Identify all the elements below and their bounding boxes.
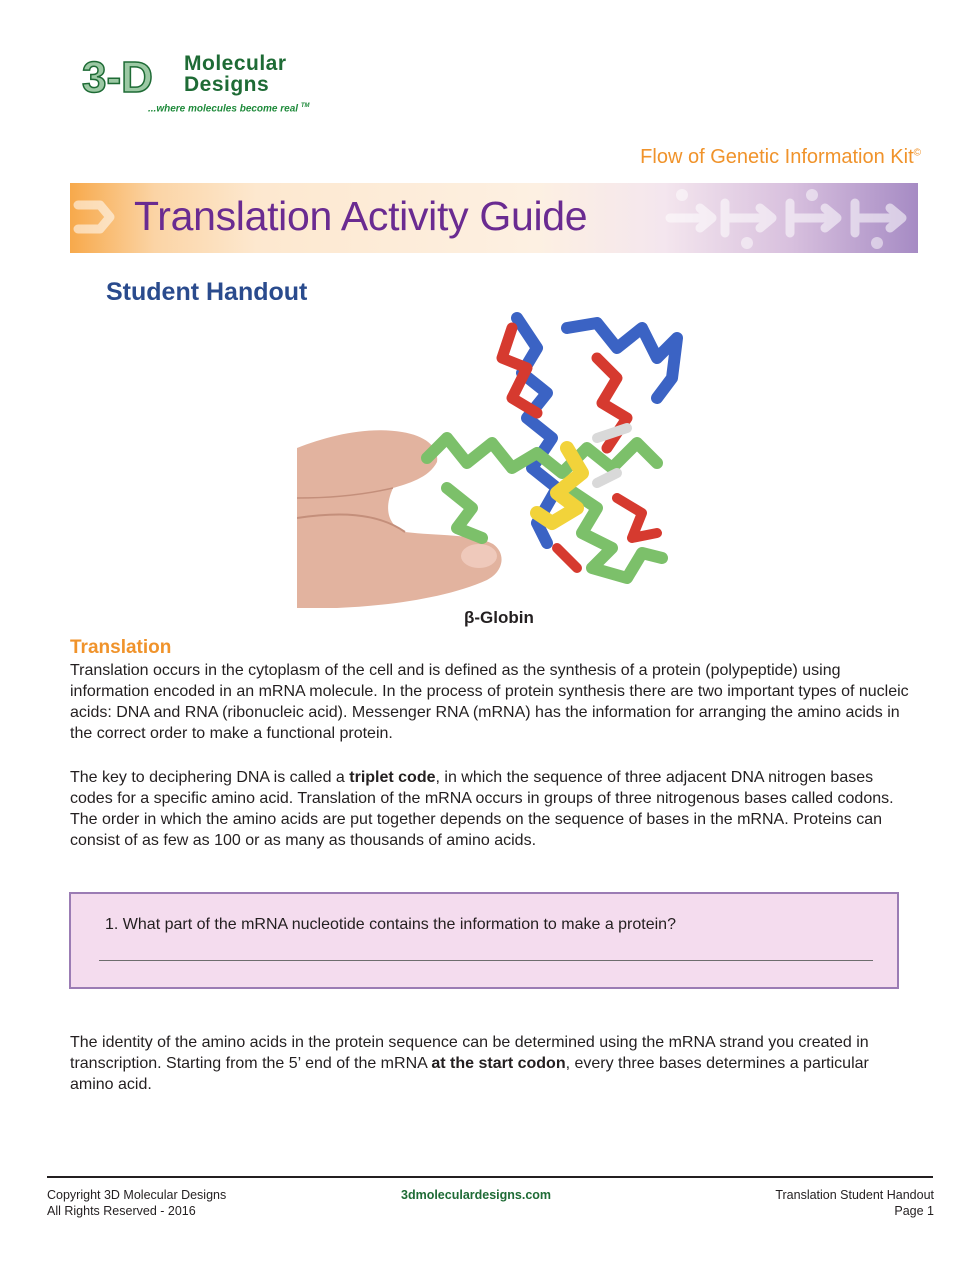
kit-title-text: Flow of Genetic Information Kit <box>640 146 914 168</box>
title-banner <box>70 183 918 253</box>
copyright-mark: © <box>913 147 921 159</box>
paragraph-2-end: , in which the sequence of three adjacent DNA nitrogen bases codes for a specific amino acid. Translation of the mRNA occurs in groups of three nitrogenous bases called codons. The order in which the amino acids are put together depends on the sequence of bases in the mRNA. Proteins can consist of as few as 100 or as many as thousands of amino acids. <box>70 769 894 849</box>
trademark-mark: TM <box>300 103 310 109</box>
kit-title <box>640 146 921 169</box>
paragraph-2-start: The key to deciphering DNA is called a <box>70 769 350 786</box>
section-heading: Translation <box>70 637 172 658</box>
footer-copyright-line: Copyright 3D Molecular Designs <box>47 1188 227 1202</box>
paragraph-3-start: The identity of the amino acids in the protein sequence can be determined using the mRNA strand you created in transcription. Starting from the 5’ end of the mRNA <box>70 1034 869 1072</box>
helix-blue-2 <box>567 323 677 398</box>
subtitle: Student Handout <box>106 278 308 306</box>
question-box <box>69 892 899 989</box>
footer-document-name: Translation Student Handout <box>775 1188 934 1202</box>
triplet-code-term: triplet code <box>349 769 436 786</box>
answer-line[interactable] <box>99 960 873 961</box>
logo-line-2: Designs <box>184 73 270 96</box>
question-1: 1. What part of the mRNA nucleotide contains the information to make a protein? <box>105 916 676 933</box>
footer-page-number: Page 1 <box>894 1204 934 1218</box>
logo-mark-text: 3-D <box>82 53 153 98</box>
footer-rights-line: All Rights Reserved - 2016 <box>47 1204 196 1218</box>
footer-page-info <box>775 1187 934 1219</box>
figure-caption: β-Globin <box>464 608 534 627</box>
logo-line-1: Molecular <box>184 52 287 75</box>
paragraph-1: Translation occurs in the cytoplasm of the cell and is defined as the synthesis of a protein (polypeptide) using information encoded in an mRNA molecule. In the process of protein synthesis there are two important types of nucleic acids: DNA and RNA (ribonucleic acid). Messenger RNA (mRNA) has the information for arranging the amino acids in the correct order to make a functional protein. <box>70 662 909 742</box>
logo-3d-mark <box>80 52 180 98</box>
paragraph-3-end: , every three bases determines a particular amino acid. <box>70 1055 869 1093</box>
page-title: Translation Activity Guide <box>134 193 588 239</box>
logo-tagline-text: ...where molecules become real <box>148 103 299 115</box>
company-logo <box>80 48 340 118</box>
paragraph-2 <box>70 767 910 851</box>
footer-copyright <box>47 1187 226 1219</box>
footer-website-link[interactable]: 3dmoleculardesigns.com <box>401 1188 552 1202</box>
thumbnail <box>461 544 497 568</box>
paragraph-3 <box>70 1032 900 1095</box>
start-codon-term: at the start codon <box>431 1055 566 1072</box>
logo-tagline <box>148 103 310 114</box>
footer-divider <box>47 1176 933 1178</box>
beta-globin-model-image <box>297 298 697 608</box>
